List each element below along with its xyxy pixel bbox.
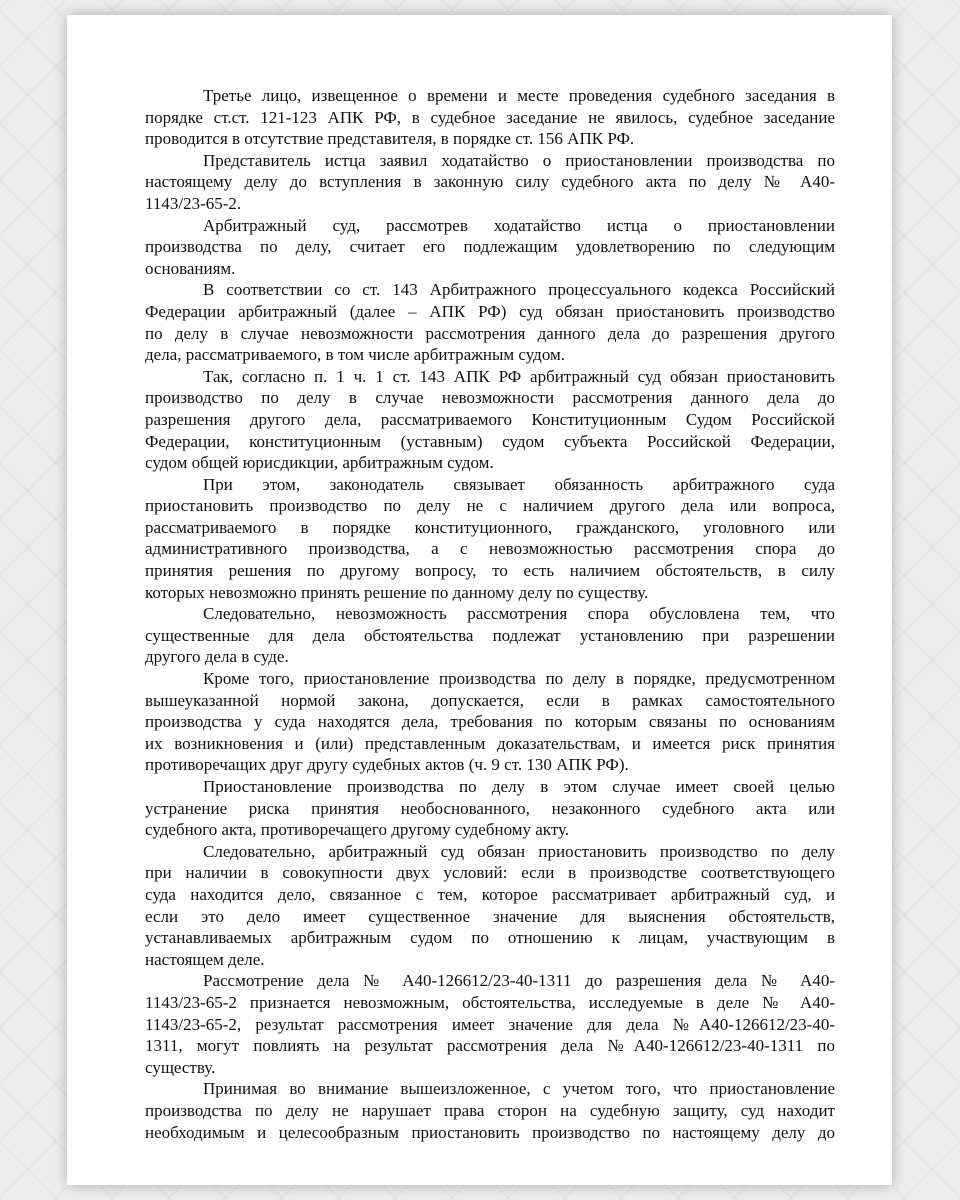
text-line: устанавливаемых арбитражным судом по отношению к лицам, участвующим в	[145, 928, 835, 948]
text-line: существенные для дела обстоятельства подлежат установлению при разрешении	[145, 625, 835, 645]
text-line: Принимая во внимание вышеизложенное, с учетом того, что приостановление	[203, 1079, 835, 1099]
text-line: противоречащих друг другу судебных актов (ч. 9 ст. 130 АПК РФ).	[145, 755, 629, 775]
text-line: Приостановление производства по делу в этом случае имеет своей целью	[203, 777, 835, 796]
text-line: которых невозможно принять решение по данному делу по существу.	[145, 582, 649, 602]
text-line: основаниям.	[145, 258, 236, 278]
text-line: Кроме того, приостановление производства по делу в порядке, предусмотренном	[203, 669, 835, 689]
text-line: настоящем деле.	[145, 949, 265, 969]
text-line: При этом, законодатель связывает обязанность арбитражного суда	[203, 474, 835, 494]
text-line: Федерации арбитражный (далее – АПК РФ) суд обязан приостановить производство	[145, 301, 835, 321]
text-line: 1143/23-65-2 признается невозможным, обстоятельства, исследуемые в деле № А40-	[145, 992, 835, 1012]
text-line: рассматриваемого в порядке конституционного, гражданского, уголовного или	[145, 517, 835, 537]
text-line: суда находится дело, связанное с тем, которое рассматривает арбитражный суд, и	[145, 884, 835, 904]
text-line: судом общей юрисдикции, арбитражным судом.	[145, 453, 494, 473]
text-line: Так, согласно п. 1 ч. 1 ст. 143 АПК РФ арбитражный суд обязан приостановить	[203, 366, 835, 386]
text-line: В соответствии со ст. 143 Арбитражного процессуального кодекса Российский	[203, 280, 835, 300]
text-line: Арбитражный суд, рассмотрев ходатайство истца о приостановлении	[203, 215, 835, 235]
paragraph	[145, 668, 835, 776]
text-line: судебного акта, противоречащего другому судебному акту.	[145, 820, 570, 840]
text-line: по делу в случае невозможности рассмотрения данного дела до разрешения другого	[145, 323, 835, 343]
text-line: производства у суда находятся дела, требования по которым связаны по основаниям	[145, 712, 835, 732]
text-line: разрешения другого дела, рассматриваемого Конституционным Судом Российской	[145, 409, 835, 429]
text-line: 1311, могут повлиять на результат рассмотрения дела №А40-126612/23-40-1311 по	[145, 1036, 835, 1056]
text-line: устранение риска принятия необоснованного, незаконного судебного акта или	[145, 798, 835, 818]
paragraph	[145, 474, 835, 604]
text-line: настоящему делу до вступления в законную силу судебного акта по делу № А40-	[145, 172, 835, 192]
text-line: порядке ст.ст. 121-123 АПК РФ, в судебное заседание не явилось, судебное заседание	[145, 107, 835, 127]
text-line: производство по делу в случае невозможности рассмотрения данного дела до	[145, 388, 835, 408]
text-line: Рассмотрение дела № А40-126612/23-40-1311 до разрешения дела № А40-	[203, 971, 835, 991]
text-line: дела, рассматриваемого, в том числе арбитражным судом.	[145, 345, 566, 365]
document-body	[145, 85, 835, 1143]
text-line: существу.	[145, 1057, 216, 1077]
text-line: производства по делу, считает его подлежащим удовлетворению по следующим	[145, 237, 835, 257]
text-line: необходимым и целесообразным приостановить производство по настоящему делу до	[145, 1122, 835, 1142]
paragraph	[145, 279, 835, 365]
text-line: если это дело имеет существенное значение для выяснения обстоятельств,	[145, 906, 835, 926]
text-line: Следовательно, арбитражный суд обязан приостановить производство по делу	[203, 841, 835, 861]
paragraph	[145, 970, 835, 1078]
text-line: 1143/23-65-2, результат рассмотрения имеет значение для дела №А40-126612/23-40-	[145, 1014, 835, 1034]
paragraph	[145, 603, 835, 668]
text-line: приостановить производство по делу не с наличием другого дела или вопроса,	[145, 496, 835, 516]
text-line: их возникновения и (или) представленным доказательствам, и имеется риск принятия	[145, 733, 835, 753]
paragraph	[145, 150, 835, 215]
text-line: 1143/23-65-2.	[145, 193, 242, 213]
paragraph	[145, 776, 835, 841]
text-line: другого дела в суде.	[145, 647, 289, 667]
document-page	[67, 15, 892, 1185]
text-line: вышеуказанной нормой закона, допускается, если в рамках самостоятельного	[145, 690, 835, 710]
text-line: административного производства, а с невозможностью рассмотрения спора до	[145, 539, 835, 559]
text-line: принятия решения по другому вопросу, то есть наличием обстоятельств, в силу	[145, 561, 835, 581]
text-line: Федерации, конституционным (уставным) судом субъекта Российской Федерации,	[145, 431, 835, 451]
paragraph	[145, 366, 835, 474]
text-line: при наличии в совокупности двух условий: если в производстве соответствующего	[145, 863, 835, 883]
paragraph	[145, 1078, 835, 1143]
text-line: Третье лицо, извещенное о времени и месте проведения судебного заседания в	[203, 86, 835, 105]
text-line: проводится в отсутствие представителя, в порядке ст. 156 АПК РФ.	[145, 129, 635, 149]
text-line: производства по делу не нарушает права сторон на судебную защиту, суд находит	[145, 1100, 835, 1120]
text-line: Следовательно, невозможность рассмотрения спора обусловлена тем, что	[203, 604, 835, 624]
paragraph	[145, 841, 835, 971]
text-line: Представитель истца заявил ходатайство о приостановлении производства по	[203, 150, 835, 170]
paragraph	[145, 85, 835, 150]
paragraph	[145, 215, 835, 280]
